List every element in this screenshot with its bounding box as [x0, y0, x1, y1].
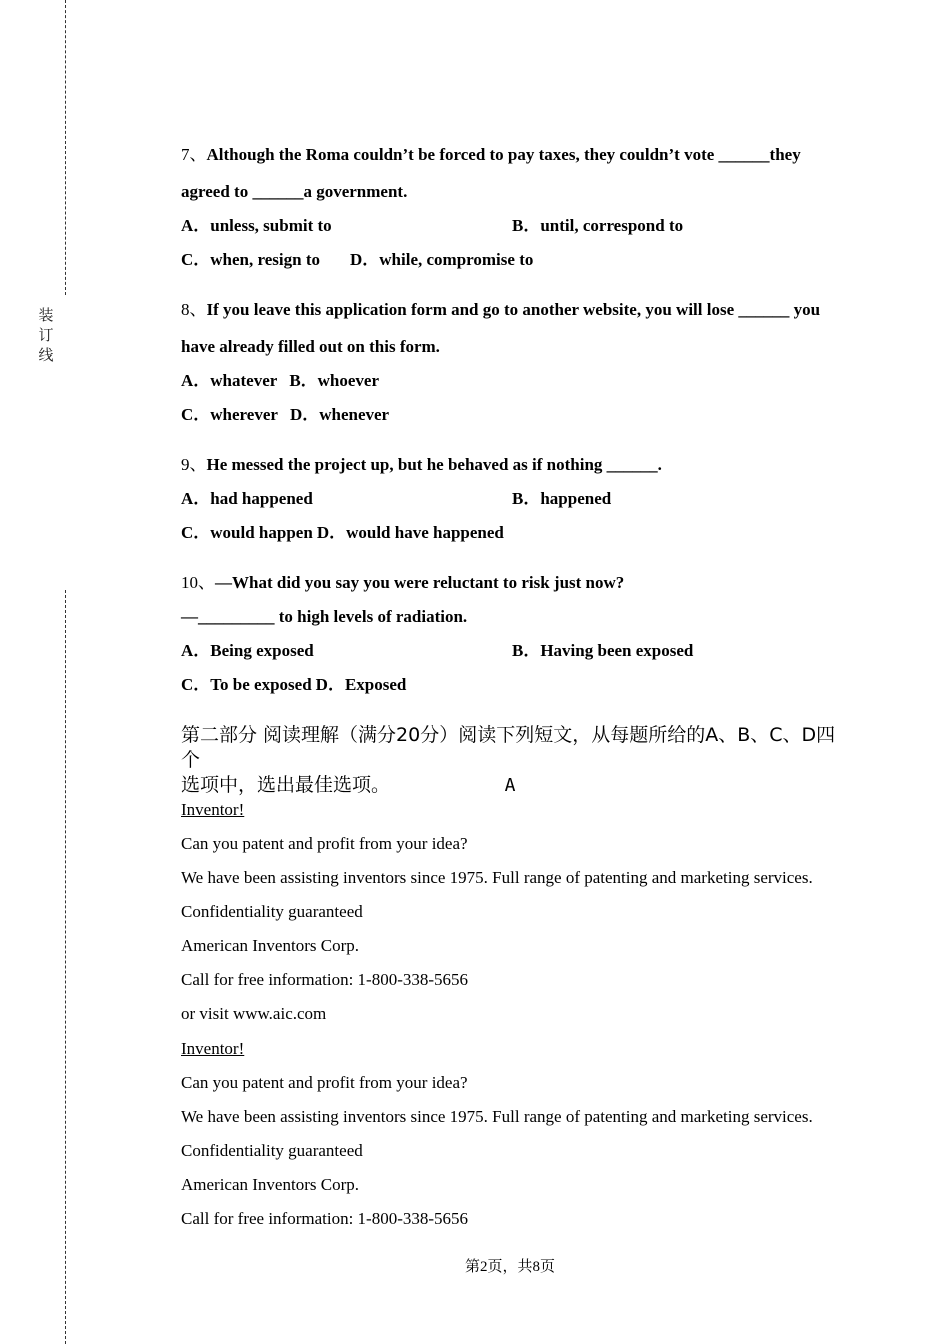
section-heading: 第二部分 阅读理解（满分20分）阅读下列短文，从每题所给的A、B、C、D四个 选项中，选出最佳选项。: [181, 724, 836, 796]
question-8-option-d: D．whenever: [289, 405, 390, 424]
ad-2-line: Can you patent and profit from your idea?: [181, 1073, 468, 1092]
question-9-options-cd: [181, 522, 504, 544]
ad-1-title: Inventor!: [181, 800, 245, 819]
question-8-stem: 8、If you leave this application form and go to another website, you will lose ______ you: [181, 300, 821, 319]
question-10-option-a: A．Being exposed: [181, 641, 314, 660]
page-footer: 第2页，共8页: [464, 1259, 555, 1275]
ad-2-line: Call for free information: 1-800-338-5656: [181, 1209, 469, 1228]
question-7-options-cd: [181, 249, 533, 271]
ad-2-line: American Inventors Corp.: [181, 1175, 359, 1194]
question-8-options-ab: [181, 370, 379, 392]
question-9-option-c: C．would happen: [181, 523, 313, 542]
ad-2-line: We have been assisting inventors since 1975. Full range of patenting and marketing services.: [181, 1107, 813, 1126]
ad-2-line: Confidentiality guaranteed: [181, 1141, 363, 1160]
passage-label: A: [504, 775, 516, 796]
question-7-option-b: B．until, correspond to: [512, 216, 684, 235]
question-7-option-a: A．unless, submit to: [181, 216, 332, 235]
ad-1-line: Can you patent and profit from your idea?: [181, 834, 468, 853]
question-10-option-c: C．To be exposed: [181, 675, 312, 694]
ad-1-line: We have been assisting inventors since 1975. Full range of patenting and marketing services.: [181, 868, 813, 887]
question-8-option-c: C．wherever: [181, 405, 278, 424]
question-8-option-a: A．whatever: [181, 371, 278, 390]
question-7-option-d: D．while, compromise to: [350, 250, 534, 269]
question-9-option-d: D．would have happened: [316, 523, 504, 542]
question-8-stem-cont: have already filled out on this form.: [181, 337, 440, 356]
question-8-option-b: B．whoever: [289, 371, 380, 390]
ad-1-line: Call for free information: 1-800-338-5656: [181, 970, 469, 989]
question-7-option-c: C．when, resign to: [181, 250, 320, 269]
question-9-option-b: B．happened: [512, 489, 612, 508]
binding-dashed-line-top: [65, 0, 66, 295]
question-10-option-d: D．Exposed: [315, 675, 407, 694]
binding-dashed-line-bottom: [65, 590, 66, 1344]
question-10-stem: 10、—What did you say you were reluctant to risk just now?: [181, 573, 625, 592]
question-9-option-a: A．had happened: [181, 489, 313, 508]
question-7-stem-cont: agreed to ______a government.: [181, 182, 408, 201]
question-10-option-b: B．Having been exposed: [512, 641, 694, 660]
ad-1-line: or visit www.aic.com: [181, 1004, 327, 1023]
question-8-options-cd: [181, 404, 389, 426]
question-9-stem: 9、He messed the project up, but he behaved as if nothing ______.: [181, 455, 662, 474]
ad-1-line: Confidentiality guaranteed: [181, 902, 363, 921]
question-10-options-cd: [181, 674, 406, 696]
question-10-stem-cont: —_________ to high levels of radiation.: [181, 607, 468, 626]
ad-1-line: American Inventors Corp.: [181, 936, 359, 955]
question-7-stem: 7、Although the Roma couldn’t be forced to pay taxes, they couldn’t vote ______they: [181, 145, 801, 164]
binding-label: 装 订 线: [38, 306, 54, 364]
ad-2-title: Inventor!: [181, 1039, 245, 1058]
